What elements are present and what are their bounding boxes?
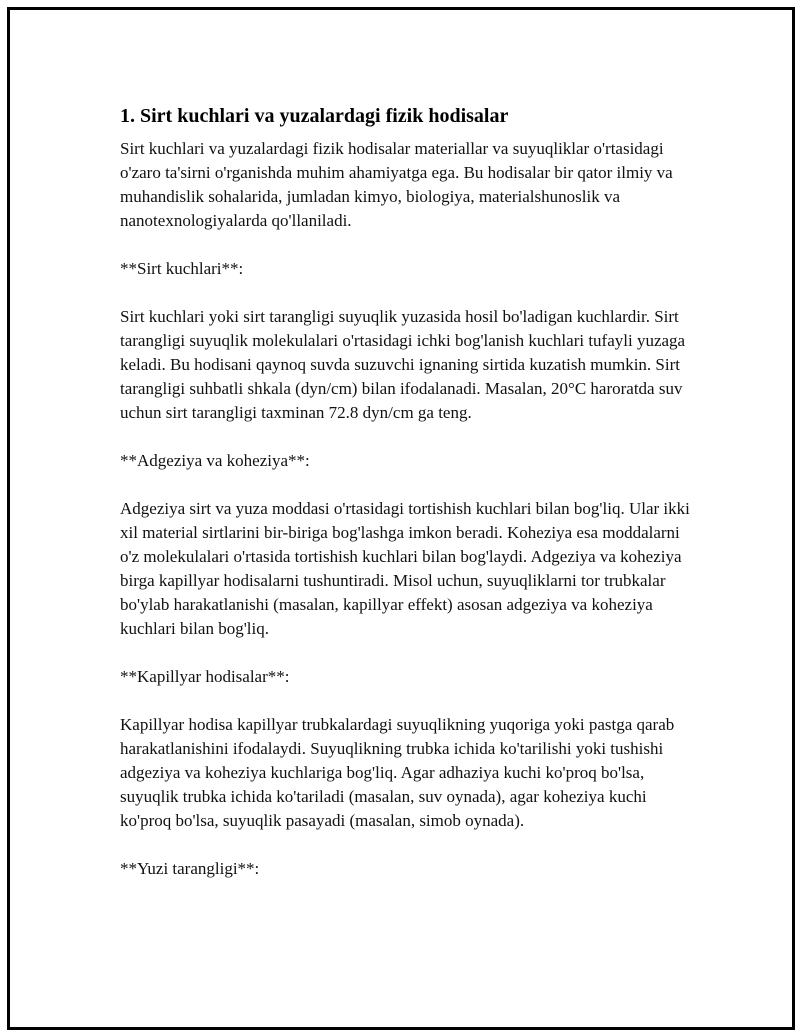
subheading-kapillyar-hodisalar: **Kapillyar hodisalar**: xyxy=(120,667,290,686)
intro-paragraph: Sirt kuchlari va yuzalardagi fizik hodisalar materiallar va suyuqliklar o'rtasidagi o'zaro ta'sirni o'rganishda muhim ahamiyatga ega. Bu hodisalar bir qator ilmiy va muhandislik sohalarida, jumladan kimyo, biologiya, materialshunoslik va nanotexnologiyalarda qo'llaniladi. xyxy=(120,139,673,230)
section-heading: 1. Sirt kuchlari va yuzalardagi fizik hodisalar xyxy=(120,105,509,127)
kapillyar-hodisalar-paragraph: Kapillyar hodisa kapillyar trubkalardagi suyuqlikning yuqoriga yoki pastga qarab harakatlanishini ifodalaydi. Suyuqlikning trubka ichida ko'tarilishi yoki tushishi adgeziya va koheziya kuchlariga bog'liq. Agar adhaziya kuchi ko'proq bo'lsa, suyuqlik trubka ichida ko'tariladi (masalan, suv oynada), agar koheziya kuchi ko'proq bo'lsa, suyuqlik pasayadi (masalan, simob oynada). xyxy=(120,715,675,830)
document-body xyxy=(120,102,700,881)
subheading-sirt-kuchlari: **Sirt kuchlari**: xyxy=(120,259,244,278)
adgeziya-koheziya-paragraph: Adgeziya sirt va yuza moddasi o'rtasidagi tortishish kuchlari bilan bog'liq. Ular ikki xil material sirtlarini bir-biriga bog'lashga imkon beradi. Koheziya esa moddalarni o'z molekulalari o'rtasida tortishish kuchlari bilan bog'laydi. Adgeziya va koheziya birga kapillyar hodisalarni tushuntiradi. Misol uchun, suyuqliklarni tor trubkalar bo'ylab harakatlanishi (masalan, kapillyar effekt) asosan adgeziya va koheziya kuchlari bilan bog'liq. xyxy=(120,499,690,638)
subheading-yuzi-tarangligi: **Yuzi tarangligi**: xyxy=(120,859,260,878)
subheading-adgeziya-koheziya: **Adgeziya va koheziya**: xyxy=(120,451,310,470)
page-frame xyxy=(7,7,795,1030)
sirt-kuchlari-paragraph: Sirt kuchlari yoki sirt tarangligi suyuqlik yuzasida hosil bo'ladigan kuchlardir. Sirt tarangligi suyuqlik molekulalari o'rtasidagi ichki bog'lanish kuchlari tufayli yuzaga keladi. Bu hodisani qaynoq suvda suzuvchi ignaning sirtida kuzatish mumkin. Sirt tarangligi suhbatli shkala (dyn/cm) bilan ifodalanadi. Masalan, 20°C haroratda suv uchun sirt tarangligi taxminan 72.8 dyn/cm ga teng. xyxy=(120,307,686,422)
